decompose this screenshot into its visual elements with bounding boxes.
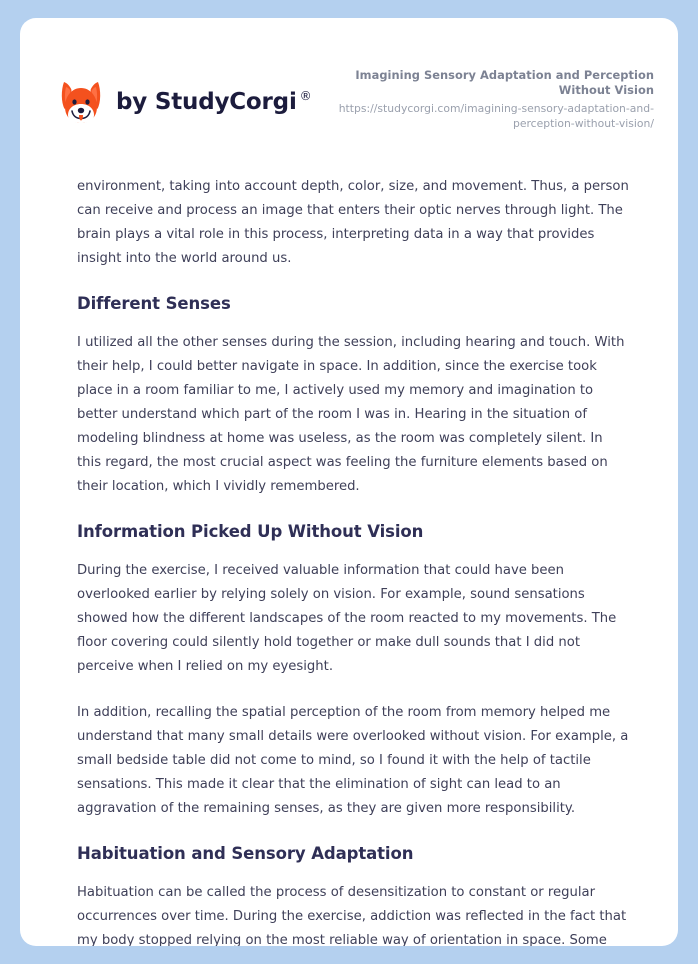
section-paragraph: In addition, recalling the spatial perception of the room from memory helped me understand that many small details were overlooked without vision. For example, a small bedside table did not come to mind, so I found it with the help of tactile sensations. This made it clear that the elimination of sight can lead to an aggravation of the remaining senses, as they are given more responsibility.	[77, 705, 629, 816]
registered-trademark-icon: ®	[299, 89, 312, 104]
document-page-card	[20, 18, 678, 946]
header-meta	[314, 64, 654, 131]
corgi-head-icon	[58, 78, 104, 126]
document-body	[20, 175, 678, 946]
document-url[interactable]: https://studycorgi.com/imagining-sensory-adaptation-and-perception-without-vision/	[338, 102, 654, 130]
section-heading-different-senses: Different Senses	[77, 294, 231, 313]
brand-name-text: by StudyCorgi	[116, 89, 297, 115]
section-heading-habituation-and-sensory-adaptation: Habituation and Sensory Adaptation	[77, 844, 414, 863]
document-title: Imagining Sensory Adaptation and Perception Without Vision	[355, 68, 654, 97]
section-heading-information-picked-up-without-vision: Information Picked Up Without Vision	[77, 522, 424, 541]
section-paragraph: During the exercise, I received valuable information that could have been overlooked earlier by relying solely on vision. For example, sound sensations showed how the different landscapes of the room reacted to my movements. The floor covering could silently hold together or make dull sounds that I did not perceive when I relied on my eyesight.	[77, 563, 617, 674]
brand-name	[116, 89, 311, 115]
section-paragraph: I utilized all the other senses during the session, including hearing and touch. With their help, I could better navigate in space. In addition, since the exercise took place in a room familiar to me, I actively used my memory and imagination to better understand which part of the room I was in. Hearing in the situation of modeling blindness at home was useless, as the room was completely silent. In this regard, the most crucial aspect was feeling the furniture elements based on their location, which I vividly remembered.	[77, 335, 625, 494]
section-paragraph: Habituation can be called the process of desensitization to constant or regular occurrences over time. During the exercise, addiction was reflected in the fact that my body stopped relying on the most reliable way of orientation in space. Some	[77, 885, 627, 946]
brand-logo[interactable]	[58, 64, 311, 126]
document-header	[20, 18, 678, 131]
intro-paragraph: environment, taking into account depth, color, size, and movement. Thus, a person can receive and process an image that enters their optic nerves through light. The brain plays a vital role in this process, interpreting data in a way that provides insight into the world around us.	[77, 179, 629, 266]
